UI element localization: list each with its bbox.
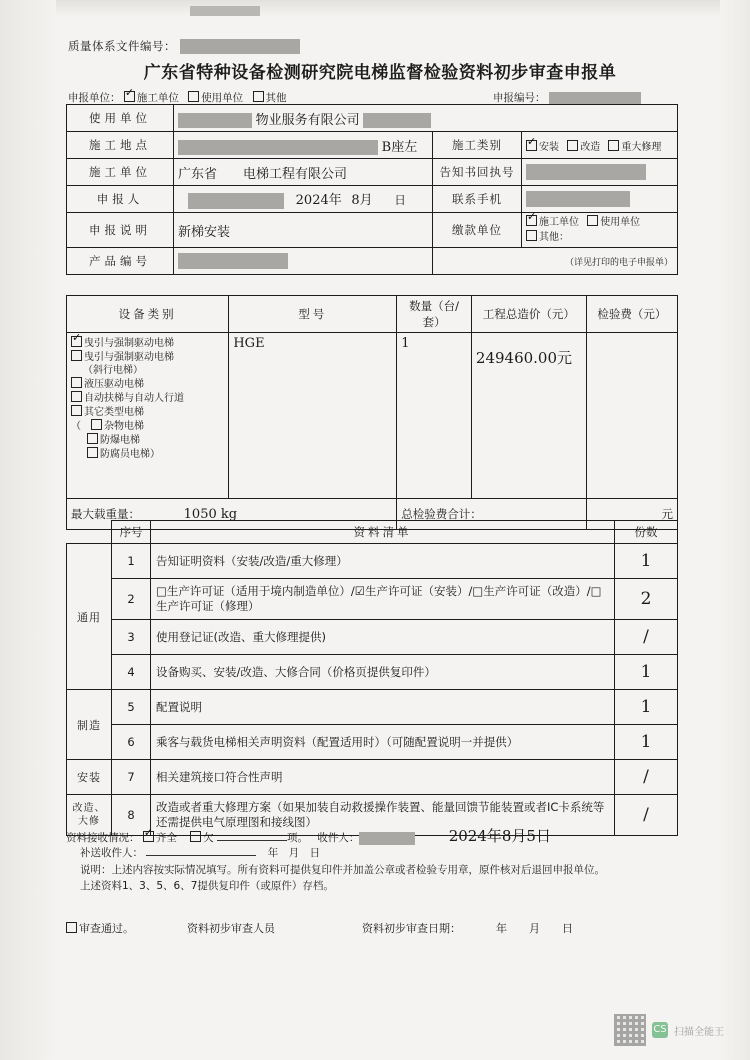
payer-label: 缴款单位 bbox=[433, 213, 522, 248]
applicant-label: 申报人 bbox=[67, 186, 174, 213]
table-row bbox=[67, 760, 678, 795]
page-title: 广东省特种设备检测研究院电梯监督检验资料初步审查申报单 bbox=[143, 63, 617, 83]
row-text-8: 改造或者重大修理方案（如果加装自动救援操作装置、能量回馈节能装置或者IC卡系统等还需提供电气原理图和接线图） bbox=[151, 795, 615, 836]
materials-col-copies: 份数 bbox=[615, 521, 678, 544]
applicant-value-cell[interactable] bbox=[174, 186, 433, 213]
review-line bbox=[66, 920, 573, 936]
table-row bbox=[67, 544, 678, 579]
qr-code-icon bbox=[614, 1014, 646, 1046]
redaction-doc-code bbox=[180, 39, 300, 54]
watermark-text: 扫描全能王 bbox=[674, 1026, 724, 1038]
doc-code bbox=[68, 38, 300, 54]
payer-opt3: 其他： bbox=[539, 232, 569, 243]
device-category-list: ✓曳引与强制驱动电梯 曳引与强制驱动电梯 （斜行电梯） 液压驱动电梯 自动扶梯与自动人行道 其它类型电梯 （ 杂物电梯 防爆电梯 防腐员电梯） bbox=[71, 336, 224, 461]
row-copies-4[interactable]: 1 bbox=[615, 655, 678, 690]
table-row-user-unit bbox=[67, 105, 678, 132]
application-no-label: 申报编号： bbox=[493, 92, 546, 104]
receive-opt-missing: 欠 bbox=[203, 832, 214, 844]
receive-line bbox=[66, 828, 680, 845]
notice-label: 告知书回执号 bbox=[433, 159, 522, 186]
supplement-date: 年 月 日 bbox=[267, 847, 321, 859]
checkbox-majorrepair[interactable] bbox=[608, 140, 619, 151]
table-row-declare bbox=[67, 213, 678, 248]
device-col-model: 型号 bbox=[229, 296, 397, 333]
checkbox-install[interactable] bbox=[526, 140, 537, 151]
row-no-3: 3 bbox=[112, 620, 151, 655]
row-no-5: 5 bbox=[112, 690, 151, 725]
group-label-manufacture: 制造 bbox=[67, 690, 112, 760]
applicant-unit-label: 申报单位： bbox=[68, 92, 121, 104]
device-col-qty: 数量（台/套） bbox=[397, 296, 472, 333]
materials-col-no: 序号 bbox=[112, 521, 151, 544]
user-unit-label: 使用单位 bbox=[67, 105, 174, 132]
receive-opt-all: 齐全 bbox=[155, 832, 177, 844]
row-text-3: 使用登记证(改造、重大修理提供) bbox=[151, 620, 615, 655]
construct-type-cell[interactable] bbox=[522, 132, 678, 159]
form-footer bbox=[66, 828, 680, 894]
supplement-label: 补送收件人： bbox=[80, 847, 143, 859]
row-copies-8[interactable]: / bbox=[615, 795, 678, 836]
note1-text: 说明：上述内容按实际情况填写。所有资料可提供复印件并加盖公章或者检验专用章，原件核对后退回申报单位。 bbox=[80, 864, 605, 876]
device-fee-cell[interactable] bbox=[586, 333, 677, 499]
declare-value-cell[interactable] bbox=[174, 213, 433, 248]
device-model-cell[interactable] bbox=[229, 333, 397, 499]
construct-unit-value-cell[interactable] bbox=[174, 159, 433, 186]
checkbox-cat-explosion[interactable] bbox=[87, 433, 98, 444]
group-label-install: 安装 bbox=[67, 760, 112, 795]
table-row-product-no bbox=[67, 248, 678, 275]
checkbox-receive-missing[interactable] bbox=[190, 831, 201, 842]
doc-code-label: 质量体系文件编号： bbox=[68, 39, 176, 53]
construct-type-label: 施工类别 bbox=[433, 132, 522, 159]
row-text-5: 配置说明 bbox=[151, 690, 615, 725]
row-no-4: 4 bbox=[112, 655, 151, 690]
device-cat-7: 防腐员电梯 bbox=[100, 449, 150, 460]
applicant-date-year: 2024年 bbox=[295, 193, 342, 209]
checkbox-cat-dumbwaiter[interactable] bbox=[91, 419, 102, 430]
table-row bbox=[67, 690, 678, 725]
construct-unit-label: 施工单位 bbox=[67, 159, 174, 186]
payer-opt1: 施工单位 bbox=[539, 217, 579, 228]
checkbox-cat-anticorrosion[interactable] bbox=[87, 447, 98, 458]
checkbox-payer-other[interactable] bbox=[526, 230, 537, 241]
checkbox-cat-hydraulic[interactable] bbox=[71, 377, 82, 388]
row-no-6: 6 bbox=[112, 725, 151, 760]
device-price-cell[interactable] bbox=[471, 333, 586, 499]
row-text-2: □生产许可证（适用于境内制造单位）/☑生产许可证（安装）/□生产许可证（改造）/□生产许可证（修理） bbox=[151, 579, 615, 620]
receive-label: 资料接收情况： bbox=[66, 832, 140, 844]
product-no-label: 产品编号 bbox=[67, 248, 174, 275]
phone-label: 联系手机 bbox=[433, 186, 522, 213]
table-row-construct-unit bbox=[67, 159, 678, 186]
max-load-value: 1050 kg bbox=[183, 507, 238, 522]
construct-opt-repair: 重大修理 bbox=[621, 141, 662, 153]
materials-table bbox=[66, 520, 678, 836]
payer-opt2: 使用单位 bbox=[600, 217, 641, 228]
checkbox-payer-user[interactable] bbox=[587, 215, 598, 226]
checkbox-approve[interactable] bbox=[66, 922, 77, 933]
table-row bbox=[67, 620, 678, 655]
applicant-date-day: 日 bbox=[394, 193, 406, 208]
construct-unit-value: 广东省 电梯工程有限公司 bbox=[178, 166, 348, 182]
scan-watermark bbox=[614, 1014, 724, 1046]
redaction-application-no bbox=[549, 92, 641, 105]
checkbox-cat-incline[interactable] bbox=[71, 350, 82, 361]
checkbox-modify[interactable] bbox=[567, 140, 578, 151]
applicant-opt3-label: 其他 bbox=[265, 92, 287, 104]
receiver-label: 收件人： bbox=[317, 832, 360, 844]
row-copies-7[interactable]: / bbox=[615, 760, 678, 795]
row-copies-6[interactable]: 1 bbox=[615, 725, 678, 760]
device-model-value: HGE bbox=[233, 336, 265, 351]
applicant-unit-group bbox=[68, 90, 287, 105]
site-value-cell[interactable] bbox=[174, 132, 433, 159]
device-price-value: 249460.00元 bbox=[475, 349, 573, 367]
product-no-value-cell[interactable] bbox=[174, 248, 433, 275]
row-text-6: 乘客与载货电梯相关声明资料（配置适用时）（可随配置说明一并提供） bbox=[151, 725, 615, 760]
table-row-applicant bbox=[67, 186, 678, 213]
device-table-header bbox=[67, 296, 678, 333]
materials-col-name: 资料清单 bbox=[151, 521, 615, 544]
device-cat-3: 自动扶梯与自动人行道 bbox=[84, 393, 184, 404]
row-copies-1[interactable]: 1 bbox=[615, 544, 678, 579]
device-cat-4: 其它类型电梯 bbox=[84, 407, 144, 418]
row-no-8: 8 bbox=[112, 795, 151, 836]
receive-date: 2024年8月5日 bbox=[448, 827, 551, 845]
payer-cell[interactable] bbox=[522, 213, 678, 248]
device-cat-1a: 曳引与强制驱动电梯 bbox=[84, 352, 174, 363]
row-text-4: 设备购买、安装/改造、大修合同（价格页提供复印件） bbox=[151, 655, 615, 690]
table-row bbox=[67, 655, 678, 690]
applicant-date-month: 8月 bbox=[351, 193, 373, 209]
note-line-2 bbox=[66, 878, 680, 894]
device-qty-cell[interactable] bbox=[397, 333, 472, 499]
row-copies-2[interactable]: 2 bbox=[615, 579, 678, 620]
applicant-opt2-label: 使用单位 bbox=[201, 92, 244, 104]
materials-header-row bbox=[67, 521, 678, 544]
group-label-common: 通用 bbox=[67, 544, 112, 690]
site-value: B座左 bbox=[381, 139, 418, 155]
declare-label: 申报说明 bbox=[67, 213, 174, 248]
row-no-7: 7 bbox=[112, 760, 151, 795]
device-col-category: 设备类别 bbox=[67, 296, 229, 333]
device-table bbox=[66, 295, 678, 530]
construct-opt-modify: 改造 bbox=[580, 141, 601, 153]
max-load-label: 最大载重量： bbox=[71, 507, 140, 521]
checkbox-payer-construct[interactable] bbox=[526, 215, 537, 226]
receive-item-suffix: 项。 bbox=[287, 832, 309, 844]
user-unit-value: 物业服务有限公司 bbox=[255, 112, 360, 128]
checkbox-cat-escalator[interactable] bbox=[71, 391, 82, 402]
device-cat-6: 防爆电梯 bbox=[100, 435, 140, 446]
camscanner-badge-icon: CS bbox=[652, 1022, 668, 1038]
device-cat-5: 杂物电梯 bbox=[104, 421, 144, 432]
print-note: （详见打印的电子申报单） bbox=[433, 248, 678, 275]
device-col-price: 工程总造价（元） bbox=[471, 296, 586, 333]
construct-opt-install: 安装 bbox=[539, 141, 559, 153]
notice-value-cell[interactable] bbox=[522, 159, 678, 186]
fee-total-label-cell: 总检验费合计： bbox=[397, 499, 587, 530]
application-no-group bbox=[493, 90, 641, 105]
table-row bbox=[67, 579, 678, 620]
phone-value-cell[interactable] bbox=[522, 186, 678, 213]
table-row bbox=[67, 725, 678, 760]
declare-value: 新梯安装 bbox=[178, 224, 231, 240]
checkbox-cat-other[interactable] bbox=[71, 405, 82, 416]
review-date-value: 年 月 日 bbox=[496, 922, 573, 935]
approve-label: 审查通过。 bbox=[79, 922, 134, 935]
reviewer-label: 资料初步审查人员 bbox=[187, 922, 275, 935]
checkbox-cat-traction[interactable] bbox=[71, 336, 82, 347]
device-qty-value: 1 bbox=[401, 336, 410, 351]
user-unit-value-cell[interactable] bbox=[174, 105, 678, 132]
device-col-fee: 检验费（元） bbox=[586, 296, 677, 333]
row-no-2: 2 bbox=[112, 579, 151, 620]
redaction-receiver bbox=[359, 832, 415, 845]
device-cat-2: 液压驱动电梯 bbox=[84, 379, 144, 390]
row-copies-3[interactable]: / bbox=[615, 620, 678, 655]
device-cat-0: 曳引与强制驱动电梯 bbox=[84, 338, 174, 349]
row-copies-5[interactable]: 1 bbox=[615, 690, 678, 725]
review-date-label: 资料初步审查日期： bbox=[362, 922, 461, 935]
device-table-body-row bbox=[67, 333, 678, 499]
checkbox-applicant-construct[interactable] bbox=[124, 91, 135, 102]
supplement-line bbox=[66, 845, 680, 862]
checkbox-applicant-user[interactable] bbox=[188, 91, 199, 102]
info-table bbox=[66, 104, 678, 275]
device-category-cell[interactable] bbox=[67, 333, 229, 499]
row-text-1: 告知证明资料（安装/改造/重大修理） bbox=[151, 544, 615, 579]
fee-total-unit: 元 bbox=[586, 499, 677, 530]
note2-text: 上述资料1、3、5、6、7提供复印件（或原件）存档。 bbox=[80, 880, 334, 892]
table-row-site bbox=[67, 132, 678, 159]
site-label: 施工地点 bbox=[67, 132, 174, 159]
row-text-7: 相关建筑接口符合性声明 bbox=[151, 760, 615, 795]
checkbox-applicant-other[interactable] bbox=[253, 91, 264, 102]
checkbox-receive-all[interactable] bbox=[143, 831, 154, 842]
group-label-modify-repair: 改造、 大修 bbox=[67, 795, 112, 836]
applicant-opt1-label: 施工单位 bbox=[136, 92, 179, 104]
note-line-1 bbox=[66, 862, 680, 878]
row-no-1: 1 bbox=[112, 544, 151, 579]
